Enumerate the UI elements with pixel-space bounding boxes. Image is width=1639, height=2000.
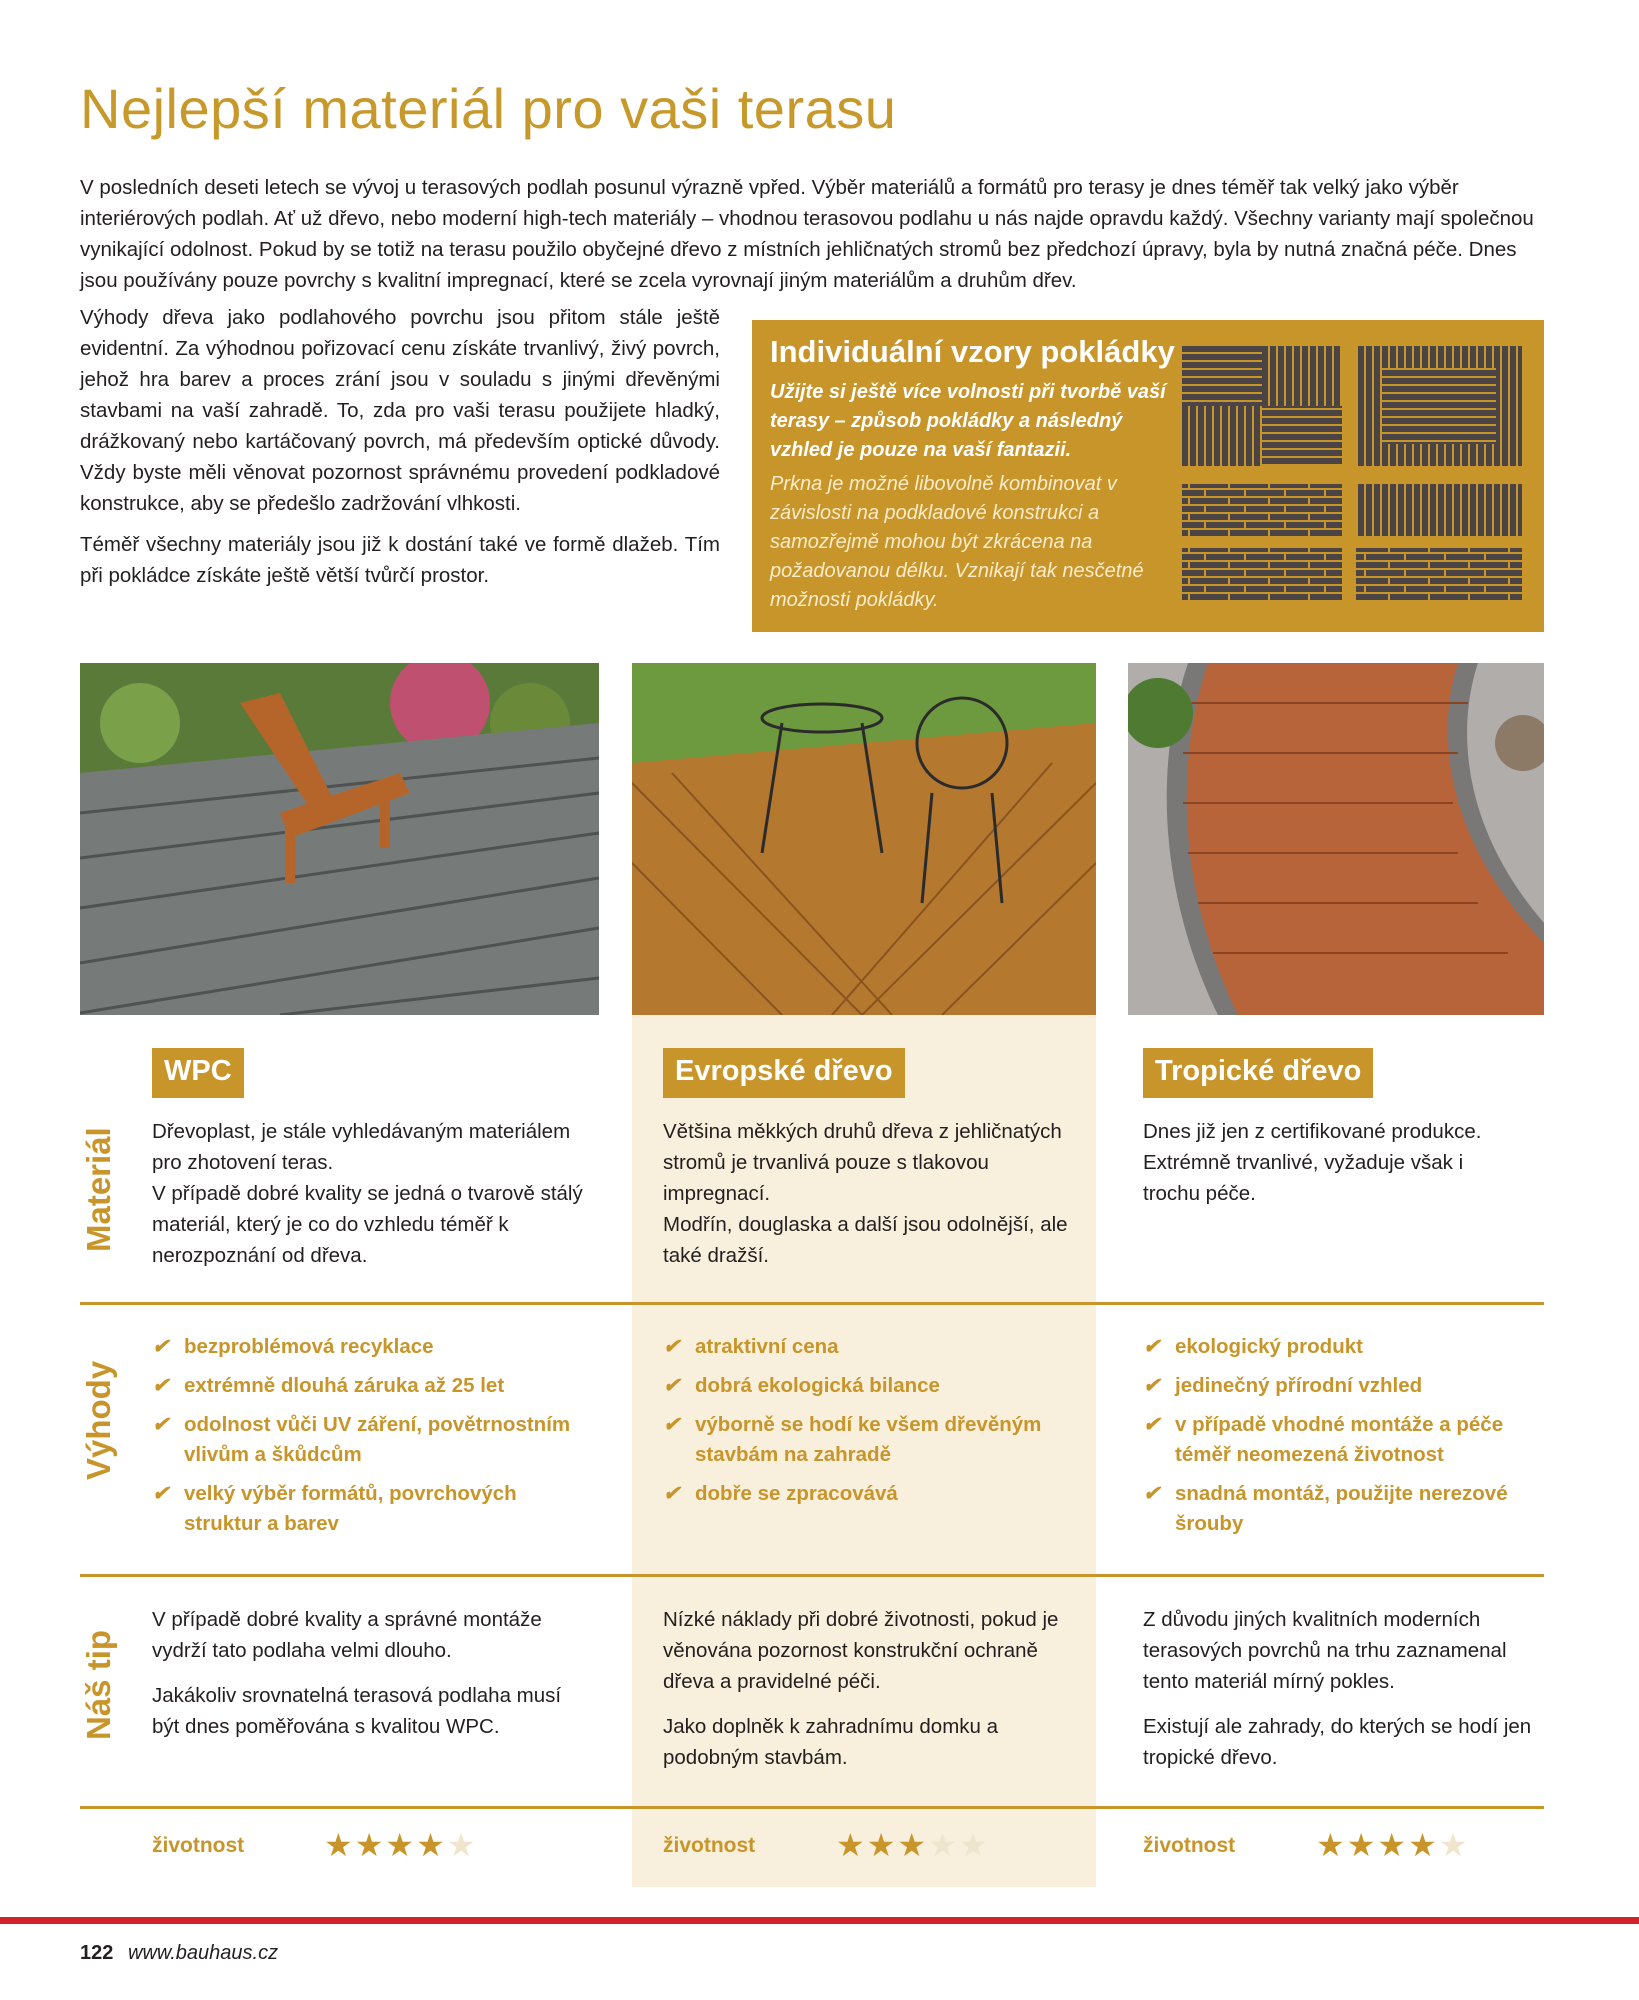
check-icon: ✔ [1143, 1413, 1161, 1436]
advantages-list-tropical [1143, 1332, 1543, 1548]
wpc-terrace-photo [80, 663, 599, 1015]
tip-text-wpc [152, 1604, 592, 1756]
tip-european-p1: Nízké náklady při dobré životnosti, pokud je věnována pozornost konstrukční ochraně dřeva a pravidelné péči. [663, 1608, 1059, 1693]
star-empty-icon: ★ [446, 1827, 478, 1863]
advantages-list-wpc [152, 1332, 592, 1548]
star-filled-icon: ★ [897, 1827, 929, 1863]
check-icon: ✔ [1143, 1335, 1161, 1358]
list-item: ✔ v případě vhodné montáže a péče téměř neomezená životnost [1143, 1410, 1543, 1470]
page-title: Nejlepší materiál pro vaši terasu [80, 77, 897, 140]
left-paragraph-2: Téměř všechny materiály jsou již k dostání také ve formě dlažeb. Tím při pokládce získáte ještě větší tvůrčí prostor. [80, 533, 720, 587]
list-item: ✔ extrémně dlouhá záruka až 25 let [152, 1371, 592, 1401]
rating-stars-european [836, 1826, 989, 1864]
material-text-tropical [1143, 1116, 1523, 1209]
tip-european-p2: Jako doplněk k zahradnímu domku a podobným stavbám. [663, 1715, 999, 1769]
list-item: ✔ velký výběr formátů, povrchových struktur a barev [152, 1479, 592, 1539]
list-item: ✔ bezproblémová recyklace [152, 1332, 592, 1362]
row-label-tip: Náš tip [80, 1629, 117, 1741]
row-label-material: Materiál [80, 1127, 117, 1253]
list-item: ✔ výborně se hodí ke všem dřevěným stavbám na zahradě [663, 1410, 1083, 1470]
check-icon: ✔ [152, 1413, 170, 1436]
list-item: ✔ odolnost vůči UV záření, povětrnostním vlivům a škůdcům [152, 1410, 592, 1470]
lifespan-label-wpc: životnost [152, 1834, 245, 1857]
laying-patterns-box [752, 320, 1544, 632]
star-filled-icon: ★ [1377, 1827, 1409, 1863]
list-item: ✔ jedinečný přírodní vzhled [1143, 1371, 1543, 1401]
material-text-european [663, 1116, 1083, 1271]
check-icon: ✔ [1143, 1374, 1161, 1397]
tip-text-tropical [1143, 1604, 1543, 1787]
list-item: ✔ snadná montáž, použijte nerezové šrouby [1143, 1479, 1543, 1539]
check-icon: ✔ [663, 1413, 681, 1436]
box-lead: Užijte si ještě více volnosti při tvorbě vaší terasy – způsob pokládky a následný vzhled je pouze na vaší fantazii. [770, 381, 1166, 461]
list-item: ✔ dobrá ekologická bilance [663, 1371, 1083, 1401]
star-filled-icon: ★ [836, 1827, 867, 1863]
badge-tropical-wood: Tropické dřevo [1143, 1048, 1373, 1098]
star-empty-icon: ★ [958, 1827, 990, 1863]
tip-wpc-p2: Jakákoliv srovnatelná terasová podlaha musí být dnes poměřována s kvalitou WPC. [152, 1684, 562, 1738]
check-icon: ✔ [152, 1335, 170, 1358]
star-filled-icon: ★ [385, 1827, 417, 1863]
rating-stars-wpc [324, 1826, 477, 1864]
star-filled-icon: ★ [324, 1827, 355, 1863]
footer-url: www.bauhaus.cz [128, 1942, 279, 1964]
footer-bar [0, 1917, 1639, 1924]
intro-paragraph: V posledních deseti letech se vývoj u terasových podlah posunul výrazně vpřed. Výběr materiálů a formátů pro terasy je dnes téměř tak velký jako výběr interiérových podlah. Ať už dřevo, nebo moderní high-tech materiály – vhodnou terasovou podlahu u nás najde opravdu každý. Všechny varianty mají společnou vynikající odolnost. Pokud by se totiž na terasu použilo obyčejné dřevo z místních jehličnatých stromů bez předchozí úpravy, byla by nutná značná péče. Dnes jsou používány pouze povrchy s kvalitní impregnací, které se zcela vyrovnají jiným materiálům a druhům dřev. [80, 176, 1534, 292]
box-title: Individuální vzory pokládky [770, 334, 1175, 369]
page-number: 122 [80, 1942, 114, 1964]
european-wood-terrace-photo [632, 663, 1096, 1015]
laying-patterns-illustration [1182, 346, 1522, 602]
badge-wpc: WPC [152, 1048, 244, 1098]
list-item: ✔ ekologický produkt [1143, 1332, 1543, 1362]
tropical-wood-terrace-photo [1128, 663, 1544, 1015]
check-icon: ✔ [663, 1374, 681, 1397]
material-text-wpc [152, 1116, 592, 1271]
left-paragraph-1: Výhody dřeva jako podlahového povrchu jsou přitom stále ještě evidentní. Za výhodnou pořizovací cenu získáte trvanlivý, živý povrch, jehož hra barev a proces zrání jsou v souladu s jinými dřevěnými stavbami na vaší zahradě. To, zda pro vaši terasu použijete hladký, drážkovaný nebo kartáčovaný povrch, má především optické důvody. Vždy byste měli věnovat pozornost správnému provedení podkladové konstrukce, aby se předešlo zadržování vlhkosti. [80, 306, 720, 515]
list-item: ✔ atraktivní cena [663, 1332, 1083, 1362]
tip-tropical-p2: Existují ale zahrady, do kterých se hodí jen tropické dřevo. [1143, 1715, 1532, 1769]
left-column-text [80, 302, 720, 601]
star-filled-icon: ★ [866, 1827, 898, 1863]
check-icon: ✔ [152, 1482, 170, 1505]
badge-european-wood: Evropské dřevo [663, 1048, 905, 1098]
material-tropical-p1: Dnes již jen z certifikované produkce. Extrémně trvanlivé, vyžaduje však i trochu péče. [1143, 1120, 1482, 1205]
check-icon: ✔ [152, 1374, 170, 1397]
tip-text-european [663, 1604, 1083, 1787]
list-item: ✔ dobře se zpracovává [663, 1479, 1083, 1509]
divider [80, 1806, 1544, 1809]
material-wpc-p1: Dřevoplast, je stále vyhledávaným materiálem pro zhotovení teras. [152, 1120, 571, 1174]
lifespan-label-european: životnost [663, 1834, 756, 1857]
material-european-p1: Většina měkkých druhů dřeva z jehličnatých stromů je trvanlivá pouze s tlakovou impregnací. [663, 1120, 1062, 1205]
material-european-p2: Modřín, douglaska a další jsou odolnější, ale také dražší. [663, 1213, 1068, 1267]
advantages-list-european [663, 1332, 1083, 1518]
star-empty-icon: ★ [928, 1827, 959, 1863]
check-icon: ✔ [1143, 1482, 1161, 1505]
tip-tropical-p1: Z důvodu jiných kvalitních moderních terasových povrchů na trhu zaznamenal tento materiál mírný pokles. [1143, 1608, 1507, 1693]
star-filled-icon: ★ [416, 1827, 447, 1863]
check-icon: ✔ [663, 1482, 681, 1505]
divider [80, 1302, 1544, 1305]
rating-stars-tropical [1316, 1826, 1469, 1864]
box-text: Prkna je možné libovolně kombinovat v závislosti na podkladové konstrukci a samozřejmě mohou být zkrácena na požadovanou délku. Vznikají tak nesčetné možnosti pokládky. [770, 473, 1144, 611]
star-filled-icon: ★ [1408, 1827, 1439, 1863]
star-filled-icon: ★ [1346, 1827, 1378, 1863]
star-filled-icon: ★ [354, 1827, 386, 1863]
divider [80, 1574, 1544, 1577]
tip-wpc-p1: V případě dobré kvality a správné montáže vydrží tato podlaha velmi dlouho. [152, 1608, 542, 1662]
material-wpc-p2: V případě dobré kvality se jedná o tvarově stálý materiál, který je co do vzhledu téměř k nerozpoznání od dřeva. [152, 1182, 583, 1267]
star-empty-icon: ★ [1438, 1827, 1470, 1863]
check-icon: ✔ [663, 1335, 681, 1358]
lifespan-label-tropical: životnost [1143, 1834, 1236, 1857]
star-filled-icon: ★ [1316, 1827, 1347, 1863]
row-label-advantages: Výhody [80, 1360, 117, 1480]
